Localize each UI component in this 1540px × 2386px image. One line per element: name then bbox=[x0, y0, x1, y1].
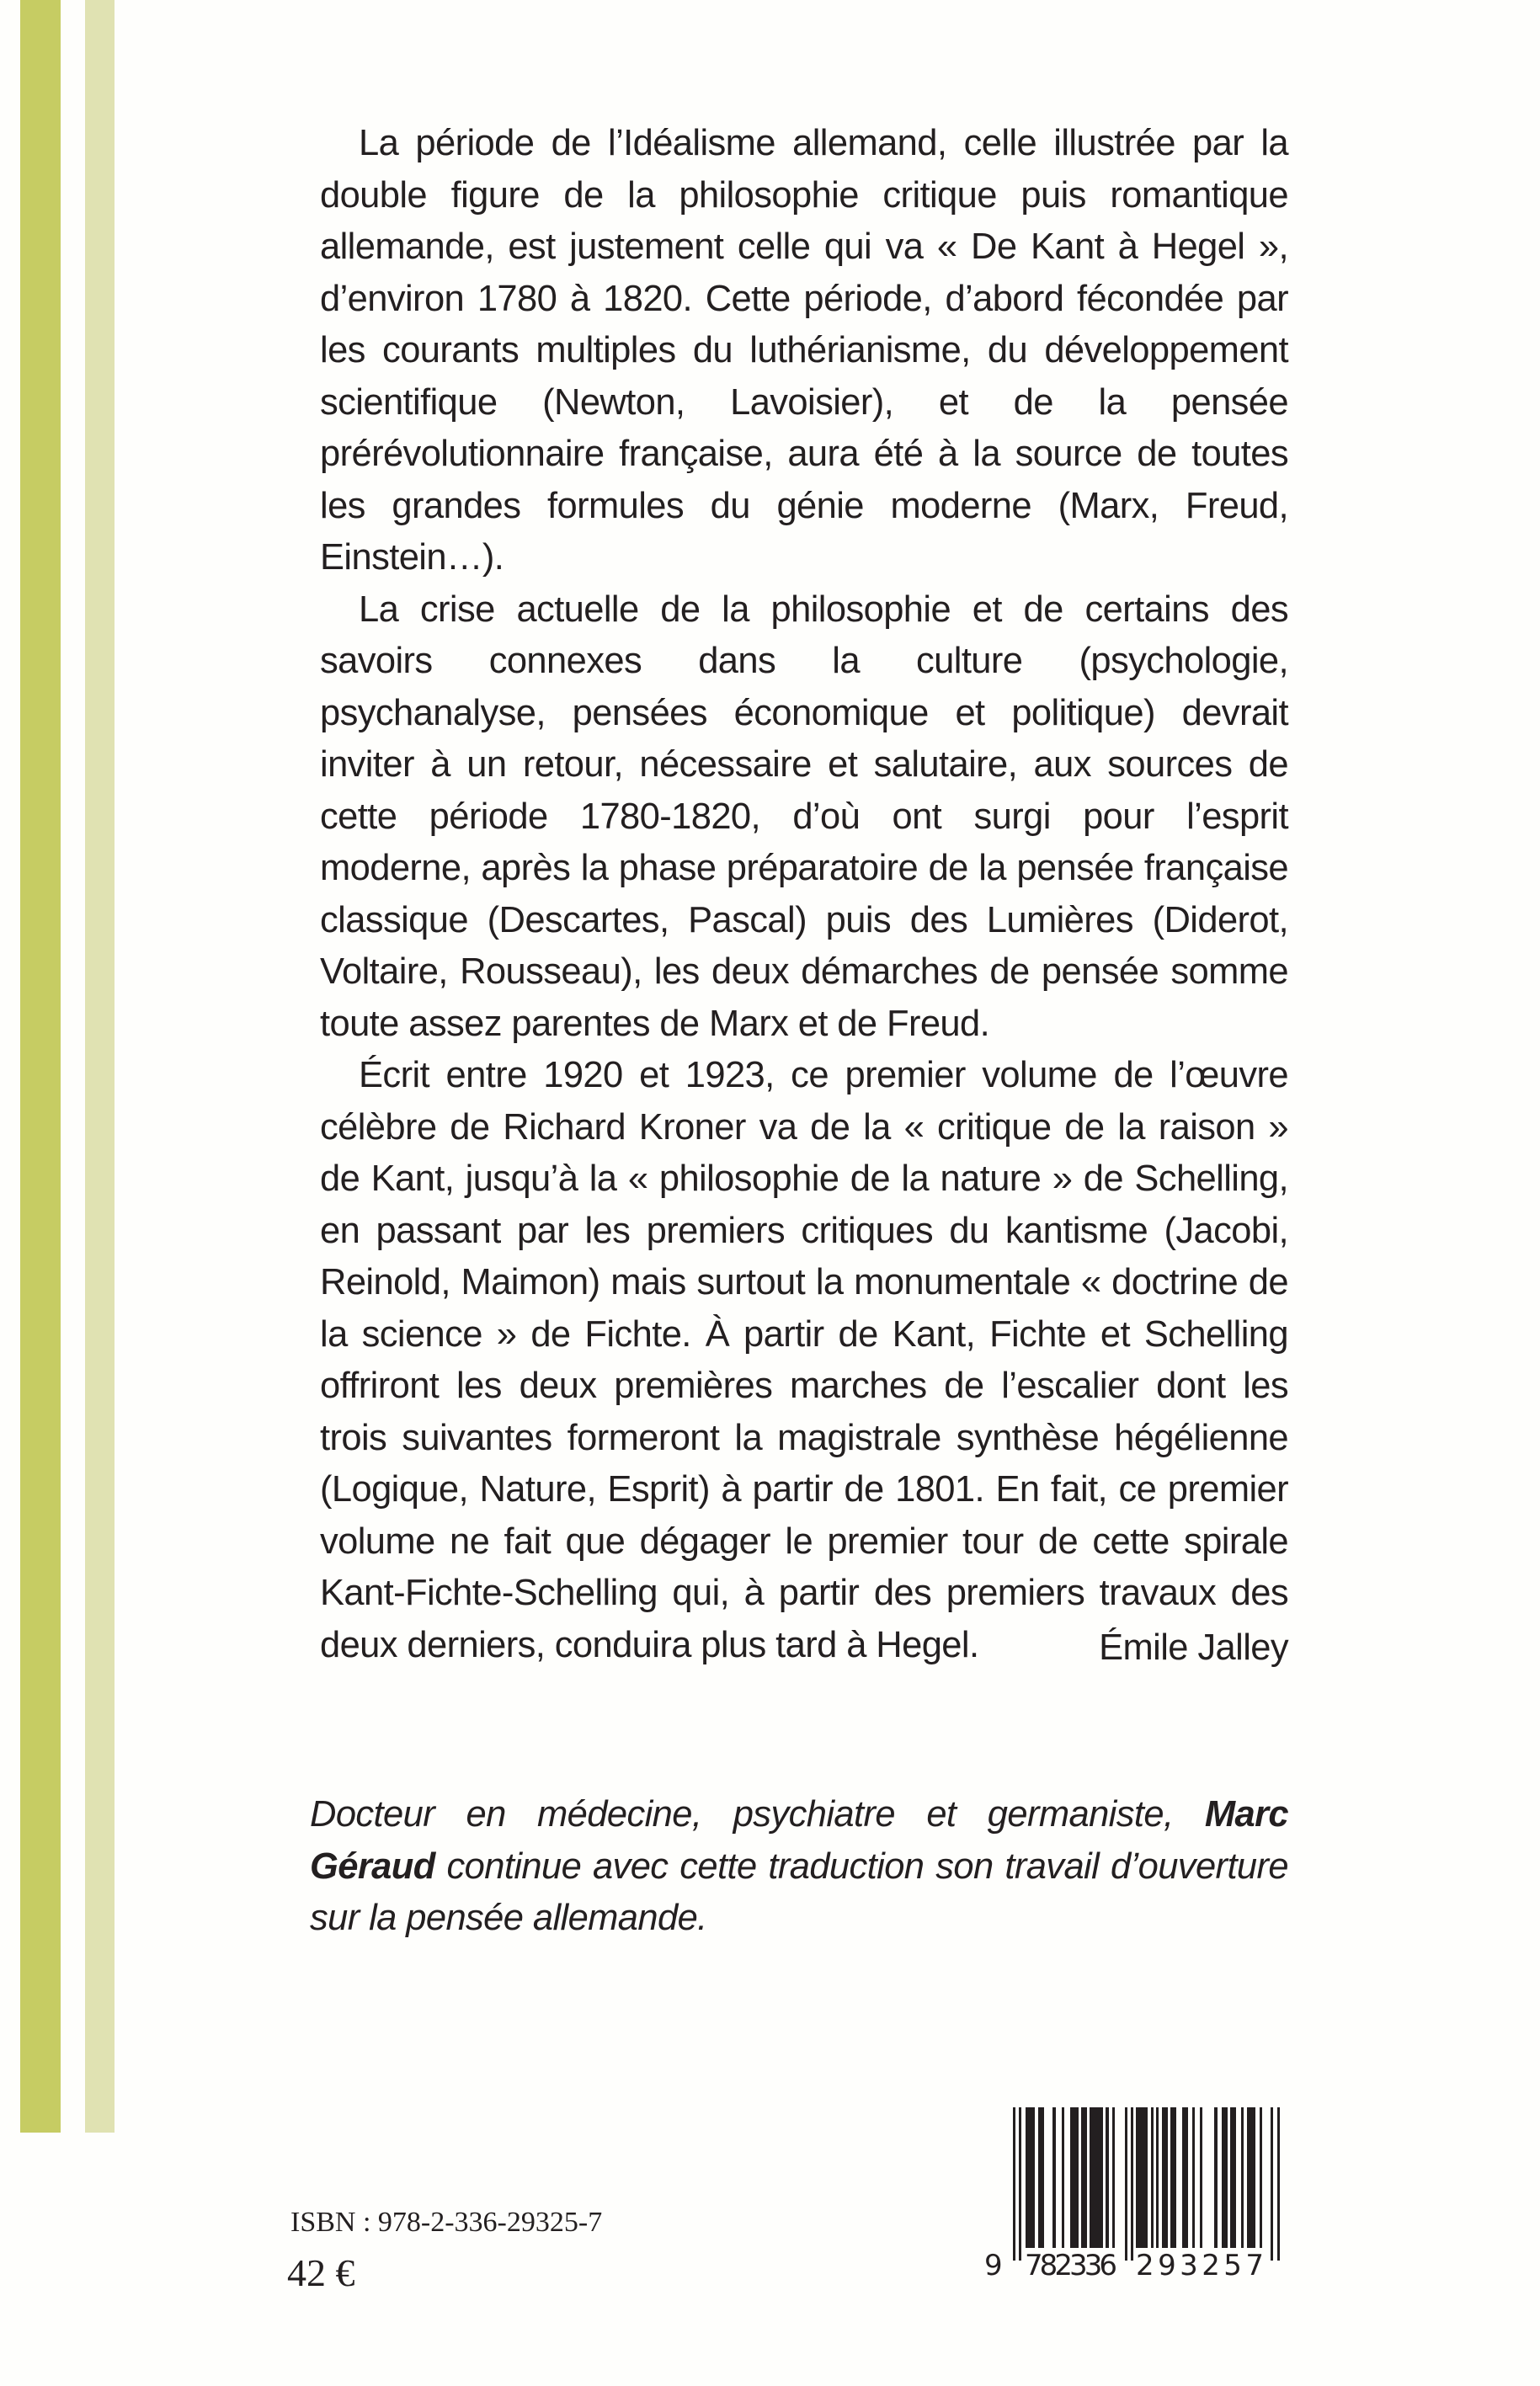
ean-barcode bbox=[979, 2105, 1299, 2277]
translator-note bbox=[310, 1789, 1288, 1945]
blurb-paragraph-2: La crise actuelle de la philosophie et de certains des savoirs connexes dans la culture (psychologie, psychanalyse, pensées économique et politique) devrait inviter à un retour, nécessaire et salutaire, aux sources de cette période 1780-1820, d’où ont surgi pour l’esprit moderne, après la phase préparatoire de la pensée française classique (Descartes, Pascal) puis des Lumières (Diderot, Voltaire, Rousseau), les deux démarches de pensée somme toute assez parentes de Marx et de Freud. bbox=[320, 589, 1288, 1044]
translator-note-rest: continue avec cette traduction son travail d’ouverture sur la pensée allemande. bbox=[310, 1845, 1288, 1938]
isbn-label: ISBN : 978-2-336-29325-7 bbox=[290, 2207, 603, 2238]
barcode-right-digits: 293257 bbox=[1136, 2249, 1264, 2277]
barcode-icon bbox=[979, 2105, 1299, 2277]
barcode-left-digits: 782336 bbox=[1025, 2249, 1117, 2277]
decorative-stripe-light bbox=[85, 0, 115, 2133]
back-cover-blurb bbox=[320, 118, 1288, 1671]
decorative-stripe-dark bbox=[20, 0, 61, 2133]
blurb-paragraph-3: Écrit entre 1920 et 1923, ce premier volume de l’œuvre célèbre de Richard Kroner va de la « critique de la raison » de Kant, jusqu’à la « philosophie de la nature » de Schelling, en passant par les premiers critiques du kantisme (Jacobi, Reinold, Maimon) mais surtout la monumentale « doctrine de la science » de Fichte. À partir de Kant, Fichte et Schelling offriront les deux premières marches de l’escalier dont les trois suivantes formeront la magistrale synthèse hégélienne (Logique, Nature, Esprit) à partir de 1801. En fait, ce premier volume ne fait que dégager le premier tour de cette spirale Kant-Fichte-Schelling qui, à partir des premiers travaux des deux derniers, conduira plus tard à Hegel. bbox=[320, 1055, 1288, 1665]
blurb-paragraph-1: La période de l’Idéalisme allemand, celle illustrée par la double figure de la philosophie critique puis romantique allemande, est justement celle qui va « De Kant à Hegel », d’environ 1780 à 1820. Cette période, d’abord fécondée par les courants multiples du luthérianisme, du développement scientifique (Newton, Lavoisier), et de la pensée prérévolutionnaire française, aura été à la source de toutes les grandes formules du génie moderne (Marx, Freud, Einstein…). bbox=[320, 123, 1288, 578]
translator-note-intro: Docteur en médecine, psychiatre et germaniste, bbox=[310, 1794, 1205, 1835]
barcode-first-digit: 9 bbox=[984, 2249, 1003, 2277]
blurb-signature: Émile Jalley bbox=[1099, 1627, 1288, 1668]
price-label: 42 € bbox=[287, 2251, 355, 2294]
translator-name: Marc Géraud bbox=[310, 1794, 1288, 1887]
